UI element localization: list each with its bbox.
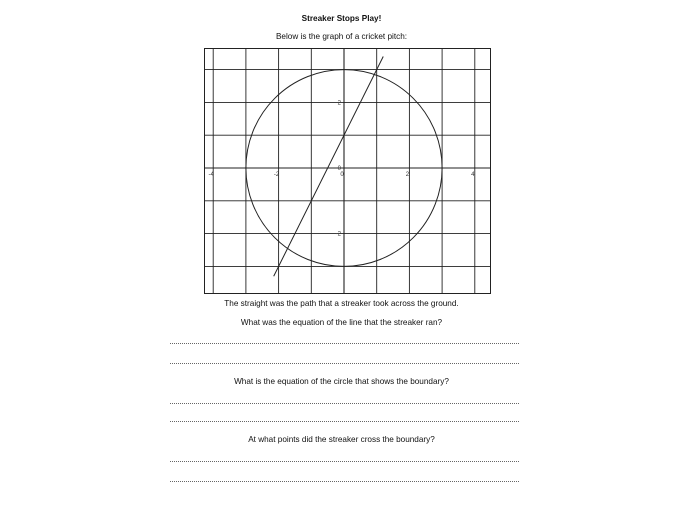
tick-labels — [209, 100, 476, 237]
answer-line-2a[interactable] — [170, 403, 519, 404]
y-tick-label: 2 — [337, 100, 341, 107]
worksheet-title: Streaker Stops Play! — [301, 14, 382, 23]
intro-text: Below is the graph of a cricket pitch: — [275, 32, 408, 41]
cricket-pitch-graph — [204, 48, 491, 294]
x-tick-label: 2 — [405, 172, 410, 178]
streaker-path-line — [274, 56, 384, 276]
question-3: At what points did the streaker cross the boundary? — [248, 435, 435, 444]
answer-line-2b[interactable] — [170, 421, 519, 422]
grid — [204, 48, 491, 294]
y-tick-label: 0 — [337, 166, 341, 172]
y-tick-label: -2 — [335, 231, 341, 238]
answer-line-3b[interactable] — [170, 481, 519, 482]
statement-text: The straight was the path that a streaker took across the ground. — [224, 299, 459, 308]
answer-line-1a[interactable] — [170, 343, 519, 344]
answer-line-1b[interactable] — [170, 363, 519, 364]
x-tick-label: 0 — [340, 172, 344, 178]
answer-line-3a[interactable] — [170, 461, 519, 462]
question-2: What is the equation of the circle that shows the boundary? — [234, 377, 449, 386]
x-tick-label: 4 — [471, 172, 475, 178]
x-tick-label: -2 — [273, 172, 280, 178]
x-tick-label: -4 — [208, 172, 214, 178]
question-1: What was the equation of the line that the streaker ran? — [240, 318, 443, 327]
plot-border — [205, 49, 491, 294]
